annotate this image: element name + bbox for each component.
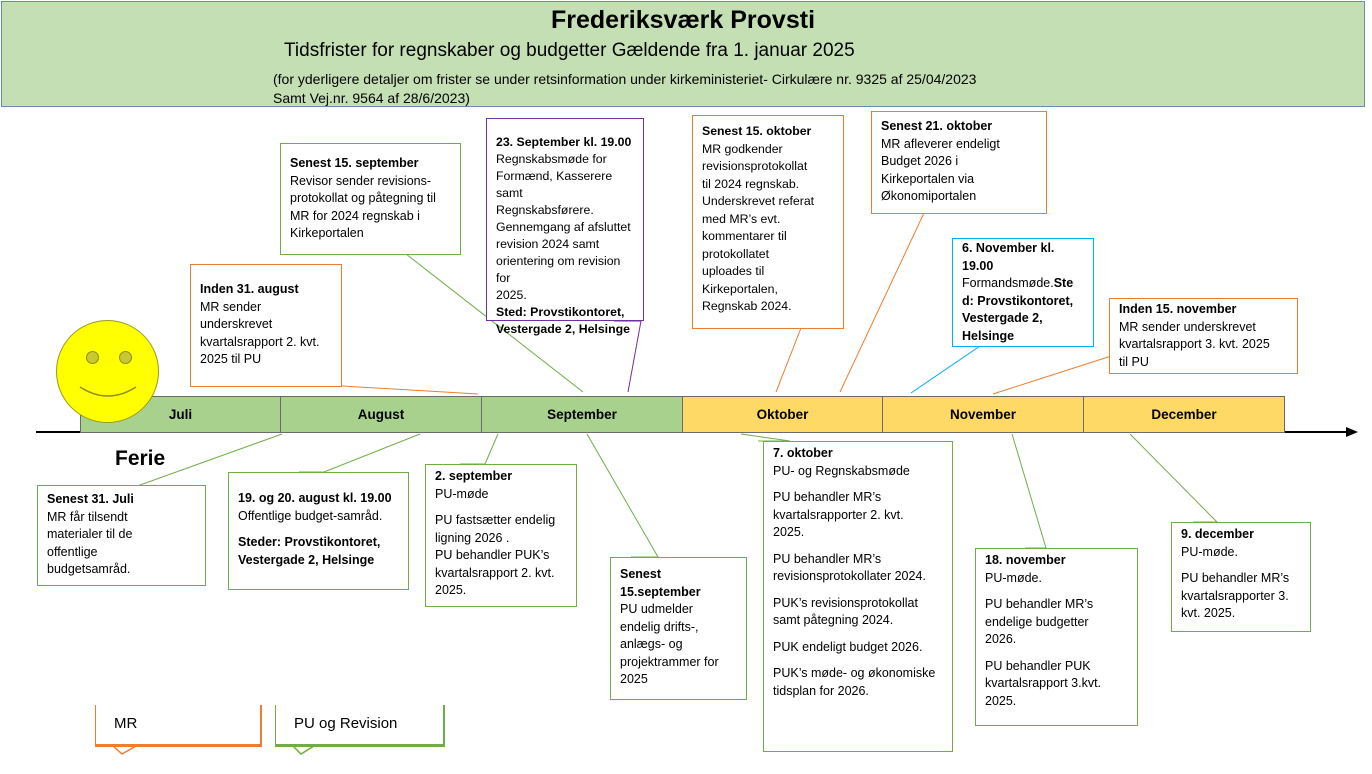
month-september: September: [481, 396, 683, 433]
ferie-label: Ferie: [115, 447, 166, 470]
deadline-line: 2025 til PU: [200, 352, 262, 366]
deadline-box-aug31: [190, 264, 342, 387]
agenda-item: tidsplan for 2026.: [773, 683, 869, 698]
meeting-heading: 6. November kl.: [962, 241, 1055, 255]
header-note-line: (for yderligere detaljer om frister se under retsinformation under kirkeministeriet- Cirkulære nr. 9325 af 25/04/2023: [273, 71, 977, 87]
meeting-place: d: Provstikontoret,: [962, 293, 1074, 308]
connector-nov18: [1012, 434, 1046, 548]
deadline-box-oct21: [871, 111, 1047, 214]
deadline-heading: Inden 31. august: [200, 282, 299, 296]
meeting-line: revision 2024 samt: [496, 237, 600, 251]
deadline-line: underskrevet: [200, 317, 273, 331]
meeting-line: PU fastsætter endelig: [435, 513, 556, 527]
meeting-place: Vestergade 2, Helsinge: [496, 322, 630, 336]
deadline-line: materialer til de: [47, 527, 133, 541]
legend-label: MR: [114, 715, 138, 732]
smiley-eye-icon: [119, 351, 132, 364]
meeting-heading: 18. november: [985, 553, 1066, 567]
deadline-heading: Senest: [620, 567, 661, 581]
month-august: August: [280, 396, 482, 433]
timeline-arrowhead: [1346, 427, 1358, 437]
deadline-line: Underskrevet referat: [702, 194, 815, 208]
meeting-heading: 23. September kl. 19.00: [496, 135, 632, 149]
connector-dec9: [1130, 434, 1217, 522]
meeting-place: Vestergade 2, Helsinge: [238, 552, 375, 567]
meeting-line: Formænd, Kasserere samt: [496, 169, 613, 200]
deadline-line: MR får tilsendt: [47, 509, 128, 524]
meeting-heading: 19. og 20. august kl. 19.00: [238, 491, 392, 505]
deadline-box-jul31: [37, 485, 206, 586]
deadline-line: revisionsprotokollat: [702, 159, 808, 173]
meeting-line: Regnskabsførere.: [496, 203, 594, 217]
agenda-item: kvartalsrapport 3.kvt.: [985, 676, 1102, 690]
deadline-line: protokollat og påtegning til: [290, 191, 436, 205]
connector-oct21: [840, 213, 924, 392]
connector-sep15b: [587, 434, 658, 557]
meeting-line: 2025.: [435, 583, 467, 597]
agenda-item: PUK’s møde- og økonomiske: [773, 666, 936, 680]
meeting-place: Helsinge: [962, 328, 1015, 343]
meeting-title: Formandsmøde.: [962, 276, 1054, 290]
month-july: Juli: [80, 396, 281, 433]
meeting-heading: 19.00: [962, 258, 994, 273]
agenda-item: samt påtegning 2024.: [773, 613, 894, 627]
header-note-line: Samt Vej.nr. 9564 af 28/6/2023): [273, 90, 470, 106]
legend-pu-revision: [275, 705, 445, 747]
connector-nov6: [911, 346, 980, 393]
deadline-box-nov15: [1109, 298, 1298, 374]
agenda-item: PU behandler MR’s: [985, 597, 1094, 611]
deadline-box-sep15: [280, 143, 461, 255]
connector-aug19: [299, 434, 420, 472]
deadline-line: budgetsamråd.: [47, 562, 131, 576]
month-october: Oktober: [682, 396, 883, 433]
meeting-line: PU-møde: [435, 486, 489, 501]
agenda-item: kvartalsrapporter 2. kvt.: [773, 507, 904, 522]
page-subtitle: Tidsfrister for regnskaber og budgetter Gældende fra 1. januar 2025: [284, 40, 855, 61]
agenda-item: 2025.: [985, 693, 1017, 708]
deadline-line: Revisor sender revisions-: [290, 173, 432, 188]
deadline-line: Økonomiportalen: [881, 189, 977, 203]
deadline-heading: Senest 21. oktober: [881, 119, 993, 133]
meeting-place: Ste: [1053, 276, 1074, 290]
deadline-heading: 15.september: [620, 584, 701, 599]
deadline-line: MR sender: [200, 299, 262, 314]
meeting-place: Steder: Provstikontoret,: [238, 535, 381, 549]
smiley-mouth-icon: [75, 379, 141, 405]
deadline-line: MR for 2024 regnskab i: [290, 208, 420, 223]
deadline-line: til PU: [1119, 354, 1149, 369]
agenda-item: revisionsprotokollater 2024.: [773, 569, 926, 583]
deadline-line: uploades til: [702, 264, 765, 278]
deadline-line: offentlige: [47, 544, 98, 559]
month-december: December: [1083, 396, 1285, 433]
meeting-line: ligning 2026 .: [435, 530, 510, 545]
deadline-line: med MR’s evt.: [702, 211, 781, 226]
agenda-item: kvartalsrapporter 3.: [1181, 588, 1289, 603]
connector-oct15: [774, 328, 801, 392]
meeting-line: PU- og Regnskabsmøde: [773, 463, 910, 478]
meeting-line: PU-møde.: [1181, 544, 1238, 559]
smiley-eye-icon: [86, 351, 99, 364]
agenda-item: kvt. 2025.: [1181, 606, 1236, 620]
meeting-box-sep23: [486, 118, 644, 336]
agenda-item: PUK’s revisionsprotokollat: [773, 595, 918, 610]
smiley-icon: [56, 320, 159, 423]
page-title: Frederiksværk Provsti: [550, 6, 816, 34]
deadline-box-oct15: [692, 115, 844, 329]
meeting-line: PU behandler PUK’s: [435, 548, 550, 562]
deadline-box-sep15b: [610, 557, 747, 700]
deadline-heading: Inden 15. november: [1119, 302, 1237, 316]
meeting-box-nov6: [952, 238, 1094, 347]
meeting-box-dec9: [1171, 522, 1311, 632]
deadline-line: til 2024 regnskab.: [702, 176, 800, 191]
meeting-line: [962, 275, 1084, 293]
legend-pu-tail: [293, 746, 314, 754]
deadline-line: Budget 2026 i: [881, 154, 959, 168]
agenda-item: 2026.: [985, 632, 1017, 646]
deadline-heading: Senest 15. oktober: [702, 124, 812, 138]
month-november: November: [882, 396, 1084, 433]
agenda-item: 2025.: [773, 525, 805, 539]
meeting-line: Offentlige budget-samråd.: [238, 508, 383, 523]
deadline-line: PU udmelder: [620, 602, 693, 616]
meeting-heading: 2. september: [435, 469, 513, 483]
agenda-item: PUK endeligt budget 2026.: [773, 639, 923, 654]
deadline-line: MR afleverer endeligt: [881, 136, 1000, 151]
deadline-line: Kirkeportalen: [290, 226, 364, 240]
deadline-line: kvartalsrapport 3. kvt. 2025: [1119, 337, 1270, 351]
deadline-line: anlægs- og: [620, 637, 683, 651]
connector-sep2: [460, 434, 498, 464]
meeting-box-oct7: [763, 441, 953, 752]
deadline-line: kommentarer til: [702, 229, 787, 243]
meeting-line: Regnskabsmøde for: [496, 152, 607, 166]
meeting-heading: 9. december: [1181, 527, 1254, 541]
meeting-line: kvartalsrapport 2. kvt.: [435, 565, 555, 580]
connector-oct7: [741, 434, 790, 441]
deadline-line: Regnskab 2024.: [702, 299, 792, 313]
meeting-line: 2025.: [496, 288, 527, 302]
deadline-line: MR godkender: [702, 141, 783, 156]
meeting-line: Gennemgang af afsluttet: [496, 220, 631, 234]
legend-label: PU og Revision: [294, 715, 398, 732]
deadline-line: projektrammer for: [620, 654, 719, 669]
meeting-box-aug19: [228, 472, 409, 590]
meeting-line: orientering om revision for: [496, 254, 621, 285]
meeting-place: Sted: Provstikontoret,: [496, 305, 625, 319]
deadline-heading: Senest 15. september: [290, 156, 419, 170]
agenda-item: endelige budgetter: [985, 614, 1089, 629]
deadline-line: MR sender underskrevet: [1119, 319, 1256, 334]
agenda-item: PU behandler MR’s: [773, 490, 882, 504]
meeting-place: Vestergade 2,: [962, 311, 1043, 325]
deadline-line: protokollatet: [702, 246, 769, 261]
connector-aug31: [312, 386, 478, 394]
deadline-line: 2025: [620, 672, 648, 686]
deadline-line: endelig drifts-,: [620, 619, 699, 634]
agenda-item: PU behandler PUK: [985, 658, 1091, 673]
legend-mr: [95, 705, 262, 747]
deadline-line: Kirkeportalen,: [702, 281, 778, 296]
deadline-heading: Senest 31. Juli: [47, 492, 134, 506]
meeting-box-nov18: [975, 548, 1138, 726]
legend-mr-tail: [113, 746, 136, 754]
deadline-line: kvartalsrapport 2. kvt.: [200, 334, 320, 349]
agenda-item: PU behandler MR’s: [1181, 571, 1290, 585]
meeting-line: PU-møde.: [985, 570, 1042, 585]
agenda-item: PU behandler MR’s: [773, 551, 882, 566]
deadline-line: Kirkeportalen via: [881, 171, 975, 186]
meeting-heading: 7. oktober: [773, 446, 833, 460]
meeting-box-sep2: [425, 464, 577, 607]
